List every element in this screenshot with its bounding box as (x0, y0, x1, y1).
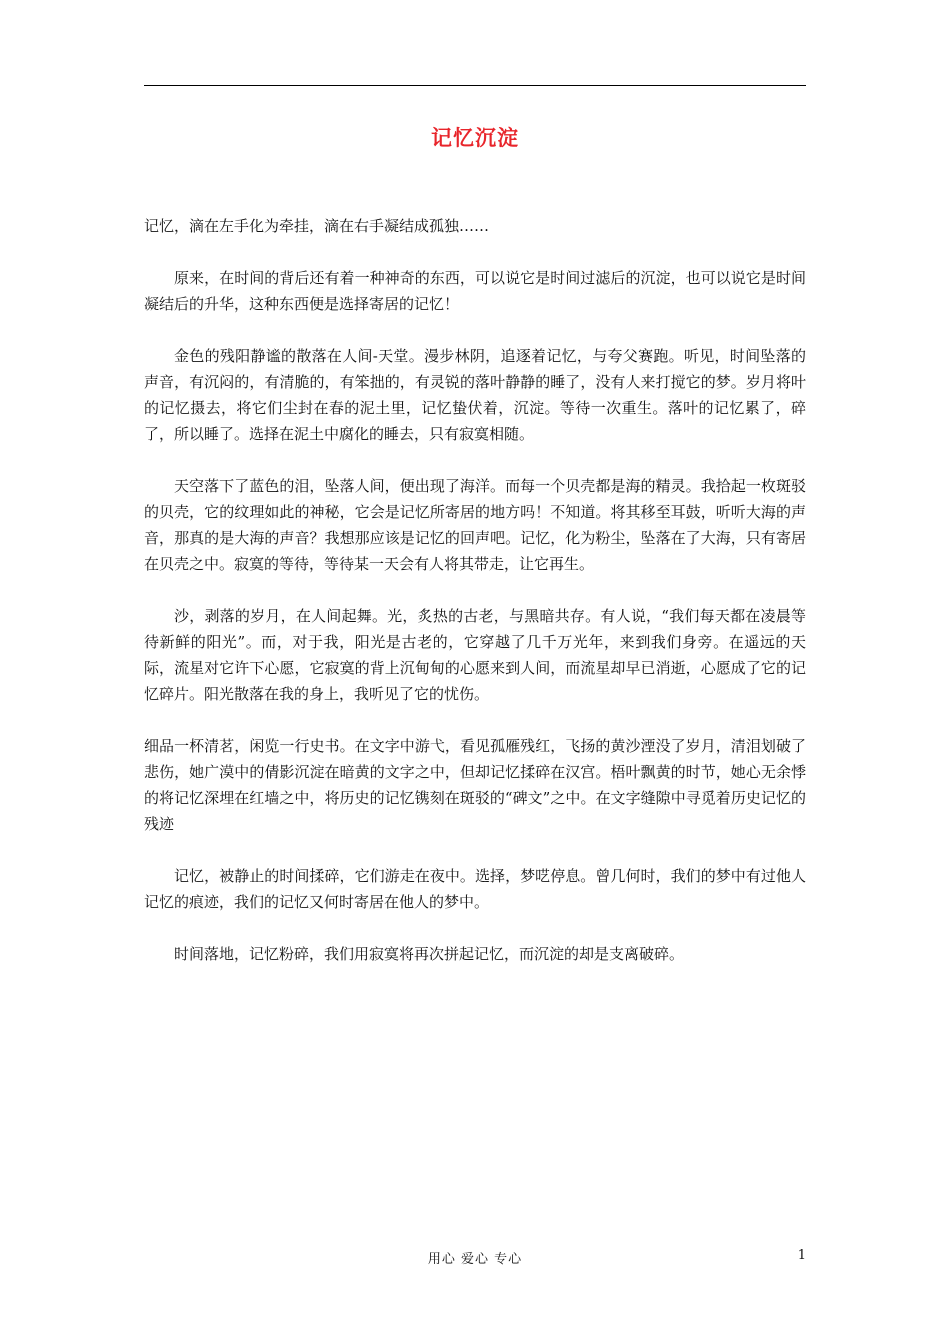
paragraph-6: 细品一杯清茗，闲览一行史书。在文字中游弋，看见孤雁残红，飞扬的黄沙湮没了岁月，清泪划破了悲伤，她广漠中的倩影沉淀在暗黄的文字之中，但却记忆揉碎在汉宫。梧叶飘黄的时节，她心无余悸的将记忆深埋在红墙之中，将历史的记忆镌刻在斑驳的“碑文”之中。在文字缝隙中寻觅着历史记忆的残迹 (144, 737, 806, 833)
page-number: 1 (797, 1248, 806, 1263)
paragraph-8: 时间落地，记忆粉碎，我们用寂寞将再次拼起记忆，而沉淀的却是支离破碎。 (174, 945, 685, 963)
paragraph-3: 金色的残阳静谧的散落在人间-天堂。漫步林阴，追逐着记忆，与夸父赛跑。听见，时间坠落的声音，有沉闷的，有清脆的，有笨拙的，有灵锐的落叶静静的睡了，没有人来打搅它的梦。岁月将叶的记忆摄去，将它们尘封在春的泥土里，记忆蛰伏着，沉淀。等待一次重生。落叶的记忆累了，碎了，所以睡了。选择在泥土中腐化的睡去，只有寂寞相随。 (144, 347, 806, 443)
paragraph-2: 原来，在时间的背后还有着一种神奇的东西，可以说它是时间过滤后的沉淀，也可以说它是时间凝结后的升华，这种东西便是选择寄居的记忆！ (144, 269, 806, 313)
document-title: 记忆沉淀 (431, 125, 519, 150)
paragraph-1: 记忆，滴在左手化为牵挂，滴在右手凝结成孤独…… (144, 217, 490, 235)
paragraph-7: 记忆，被静止的时间揉碎，它们游走在夜中。选择，梦呓停息。曾几何时，我们的梦中有过他人记忆的痕迹，我们的记忆又何时寄居在他人的梦中。 (144, 867, 806, 911)
footer-motto: 用心 爱心 专心 (427, 1252, 523, 1267)
paragraph-5: 沙，剥落的岁月，在人间起舞。光，炙热的古老，与黑暗共存。有人说，“我们每天都在凌晨等待新鲜的阳光”。而，对于我，阳光是古老的，它穿越了几千万光年，来到我们身旁。在遥远的天际，流星对它许下心愿，它寂寞的背上沉甸甸的心愿来到人间，而流星却早已消逝，心愿成了它的记忆碎片。阳光散落在我的身上，我听见了它的忧伤。 (144, 607, 806, 703)
header-rule (144, 85, 806, 86)
document-body (144, 213, 806, 993)
paragraph-4: 天空落下了蓝色的泪，坠落人间，便出现了海洋。而每一个贝壳都是海的精灵。我拾起一枚斑驳的贝壳，它的纹理如此的神秘，它会是记忆所寄居的地方吗！不知道。将其移至耳鼓，听听大海的声音，那真的是大海的声音？我想那应该是记忆的回声吧。记忆，化为粉尘，坠落在了大海，只有寄居在贝壳之中。寂寞的等待，等待某一天会有人将其带走，让它再生。 (144, 477, 806, 573)
